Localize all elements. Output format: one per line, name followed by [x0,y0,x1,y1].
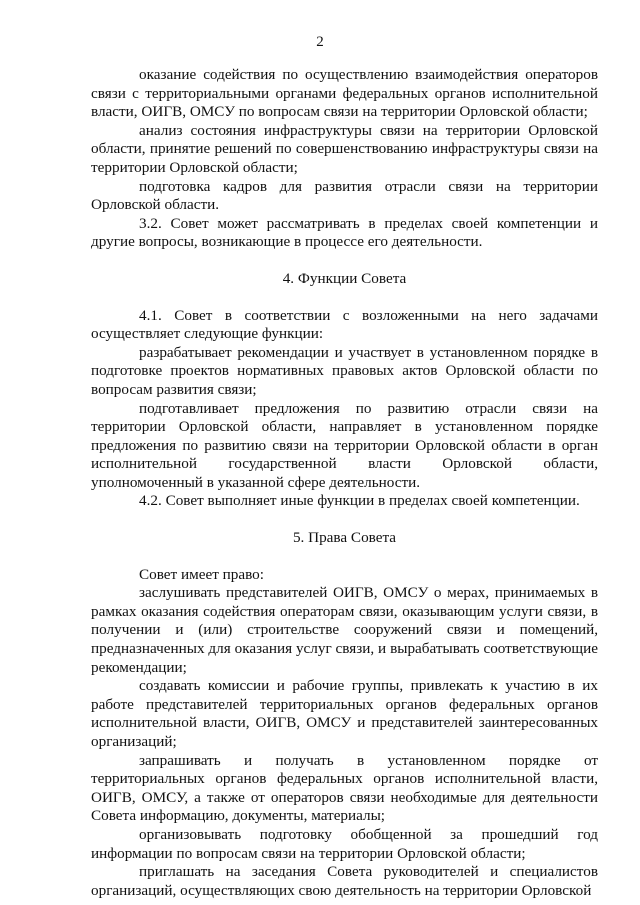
paragraph: приглашать на заседания Совета руководителей и специалистов организаций, осуществляющих свою деятельность на территории Орловской [91,863,598,899]
page-number: 2 [316,34,324,50]
paragraph-4-1: 4.1. Совет в соответствии с возложенными на него задачами осуществляет следующие функции: [91,306,598,343]
paragraph-rights-intro: Совет имеет право: [139,565,264,583]
paragraph: оказание содействия по осуществлению взаимодействия операторов связи с территориальными органами федеральных органов исполнительной власти, ОИГВ, ОМСУ по вопросам связи на территории Орловской области; [91,66,598,121]
paragraph-3-2: 3.2. Совет может рассматривать в пределах своей компетенции и другие вопросы, возникающие в процессе его деятельности. [91,214,598,251]
paragraph: заслушивать представителей ОИГВ, ОМСУ о мерах, принимаемых в рамках оказания содействия операторам связи, оказывающим услуги связи, в получении и (или) строительстве сооружений связи и помещений, предназначенных для оказания услуг связи, и вырабатывать соответствующие рекомендации; [91,584,598,676]
paragraph: анализ состояния инфраструктуры связи на территории Орловской области, принятие решений по совершенствованию инфраструктуры связи на территории Орловской области; [91,121,598,176]
paragraph: разрабатывает рекомендации и участвует в установленном порядке в подготовке проектов нормативных правовых актов Орловской области по вопросам развития связи; [91,343,598,398]
paragraph: организовывать подготовку обобщенной за прошедший год информации по вопросам связи на территории Орловской области; [91,825,598,862]
paragraph: подготовка кадров для развития отрасли связи на территории Орловской области. [91,177,598,214]
paragraph: подготавливает предложения по развитию отрасли связи на территории Орловской области, направляет в установленном порядке предложения по развитию связи на территории Орловской области в орган исполнительной государственной власти Орловской области, уполномоченный в указанной сфере деятельности. [91,399,598,491]
paragraph: запрашивать и получать в установленном порядке от территориальных органов федеральных органов исполнительной власти, ОИГВ, ОМСУ, а также от операторов связи необходимые для деятельности Совета информацию, документы, материалы; [91,751,598,825]
section-heading-rights: 5. Права Совета [292,529,397,547]
paragraph: создавать комиссии и рабочие группы, привлекать к участию в их работе представителей территориальных органов федеральных органов исполнительной власти, ОИГВ, ОМСУ и представителей заинтересованных организаций; [91,677,598,750]
section-heading-functions: 4. Функции Совета [282,269,407,287]
paragraph-4-2: 4.2. Совет выполняет иные функции в пределах своей компетенции. [139,492,580,510]
document-body [91,66,598,900]
